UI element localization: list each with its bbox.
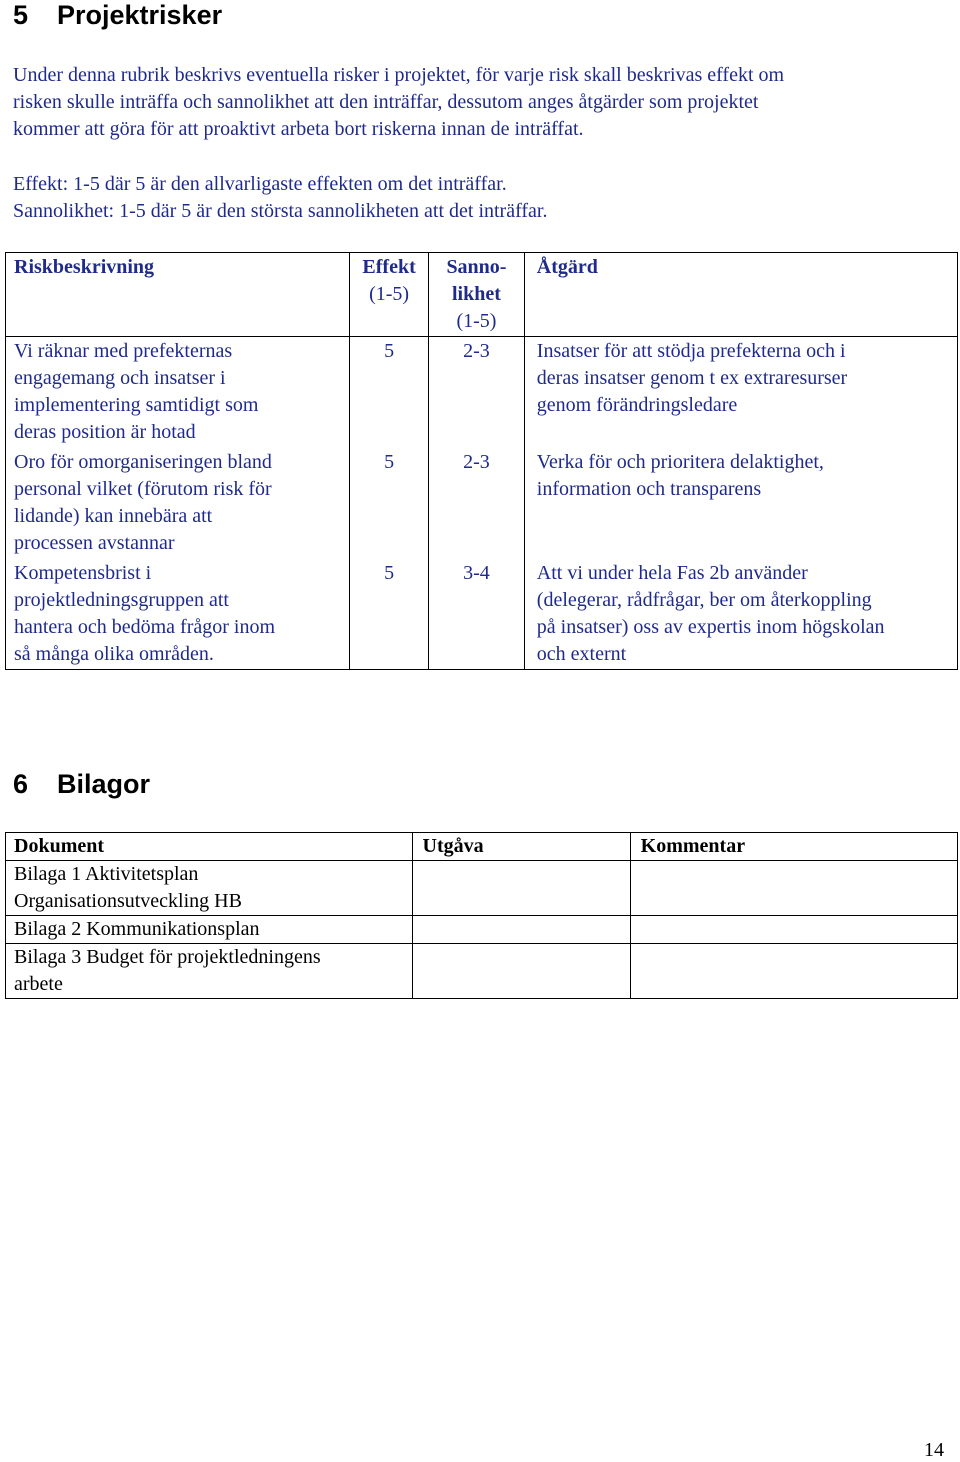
- section-heading-projektrisker: [13, 0, 222, 30]
- risk-action-line: (delegerar, rådfrågar, ber om återkoppling: [536, 589, 872, 611]
- risk-action: [524, 448, 957, 559]
- attachment-document-line: arbete: [14, 973, 63, 995]
- risk-action-line: Verka för och prioritera delaktighet,: [536, 451, 824, 473]
- risk-action-line: information och transparens: [536, 478, 762, 500]
- attachment-document-line: Bilaga 1 Aktivitetsplan: [14, 863, 199, 885]
- intro-line: Under denna rubrik beskrivs eventuella risker i projektet, för varje risk skall beskrivas effekt om: [13, 64, 785, 86]
- risk-description-line: lidande) kan innebära att: [14, 505, 213, 527]
- risk-action-line: på insatser) oss av expertis inom högskolan: [536, 616, 885, 638]
- risk-effect: 5: [350, 559, 429, 670]
- risk-description-line: deras position är hotad: [14, 421, 196, 443]
- attachment-document: [6, 944, 413, 999]
- attachment-edition: [412, 944, 630, 999]
- risk-action: [524, 337, 957, 449]
- risk-table: [5, 252, 958, 670]
- section-title: Bilagor: [57, 769, 151, 799]
- attachment-comment: [630, 861, 957, 916]
- risk-action-line: Insatser för att stödja prefekterna och i: [536, 340, 846, 362]
- attachment-edition: [412, 916, 630, 944]
- header-sannolikhet-title-2: likhet: [452, 283, 501, 305]
- risk-description: [6, 448, 350, 559]
- page-number: 14: [924, 1439, 944, 1461]
- header-sannolikhet-title-1: Sanno-: [446, 256, 507, 278]
- risk-description-line: personal vilket (förutom risk för: [14, 478, 272, 500]
- header-utgava: Utgåva: [412, 833, 630, 861]
- risk-action-line: genom förändringsledare: [536, 394, 738, 416]
- attachments-header-row: [6, 833, 958, 861]
- risk-action-line: deras insatser genom t ex extraresurser: [536, 367, 848, 389]
- risk-description-line: projektledningsgruppen att: [14, 589, 229, 611]
- attachment-edition: [412, 861, 630, 916]
- risk-action-line: och externt: [536, 643, 627, 665]
- table-row: [6, 559, 958, 670]
- risk-probability: 3-4: [429, 559, 525, 670]
- risk-effect: 5: [350, 337, 429, 449]
- intro-line: risken skulle inträffa och sannolikhet att den inträffar, dessutom anges åtgärder som projektet: [13, 91, 759, 113]
- scale-line-probability: Sannolikhet: 1-5 där 5 är den största sannolikheten att det inträffar.: [13, 200, 548, 222]
- risk-probability: 2-3: [429, 448, 525, 559]
- header-effekt-scale: (1-5): [369, 283, 410, 305]
- scale-paragraph: [13, 171, 948, 225]
- header-dokument: Dokument: [6, 833, 413, 861]
- risk-description-line: hantera och bedöma frågor inom: [14, 616, 276, 638]
- attachment-document: [6, 916, 413, 944]
- header-effekt-title: Effekt: [362, 256, 416, 278]
- risk-effect: 5: [350, 448, 429, 559]
- risk-table-header-row: [6, 253, 958, 337]
- table-row: [6, 944, 958, 999]
- table-row: [6, 337, 958, 449]
- attachment-document: [6, 861, 413, 916]
- table-row: [6, 448, 958, 559]
- risk-description-line: Vi räknar med prefekternas: [14, 340, 233, 362]
- intro-paragraph: [13, 62, 948, 143]
- risk-action-line: Att vi under hela Fas 2b använder: [536, 562, 808, 584]
- attachment-document-line: Bilaga 2 Kommunikationsplan: [14, 918, 260, 940]
- risk-description-line: implementering samtidigt som: [14, 394, 259, 416]
- risk-action: [524, 559, 957, 670]
- attachment-comment: [630, 944, 957, 999]
- table-row: [6, 916, 958, 944]
- risk-probability: 2-3: [429, 337, 525, 449]
- risk-description-line: så många olika områden.: [14, 643, 214, 665]
- risk-description: [6, 337, 350, 449]
- header-atgard: Åtgärd: [524, 253, 957, 337]
- header-riskbeskrivning: Riskbeskrivning: [6, 253, 350, 337]
- section-heading-bilagor: [13, 769, 150, 799]
- section-number: 6: [13, 769, 29, 799]
- scale-line-effect: Effekt: 1-5 där 5 är den allvarligaste effekten om det inträffar.: [13, 173, 507, 195]
- risk-description-line: engagemang och insatser i: [14, 367, 226, 389]
- risk-description-line: Kompetensbrist i: [14, 562, 152, 584]
- risk-description-line: Oro för omorganiseringen bland: [14, 451, 272, 473]
- header-sannolikhet: [429, 253, 525, 337]
- header-sannolikhet-scale: (1-5): [456, 310, 497, 332]
- section-number: 5: [13, 0, 29, 30]
- attachments-table: [5, 832, 958, 999]
- header-effekt: [350, 253, 429, 337]
- header-kommentar: Kommentar: [630, 833, 957, 861]
- risk-description-line: processen avstannar: [14, 532, 175, 554]
- attachment-comment: [630, 916, 957, 944]
- attachment-document-line: Bilaga 3 Budget för projektledningens: [14, 946, 321, 968]
- intro-line: kommer att göra för att proaktivt arbeta bort riskerna innan de inträffat.: [13, 118, 584, 140]
- attachment-document-line: Organisationsutveckling HB: [14, 890, 242, 912]
- table-row: [6, 861, 958, 916]
- section-title: Projektrisker: [57, 0, 223, 30]
- risk-description: [6, 559, 350, 670]
